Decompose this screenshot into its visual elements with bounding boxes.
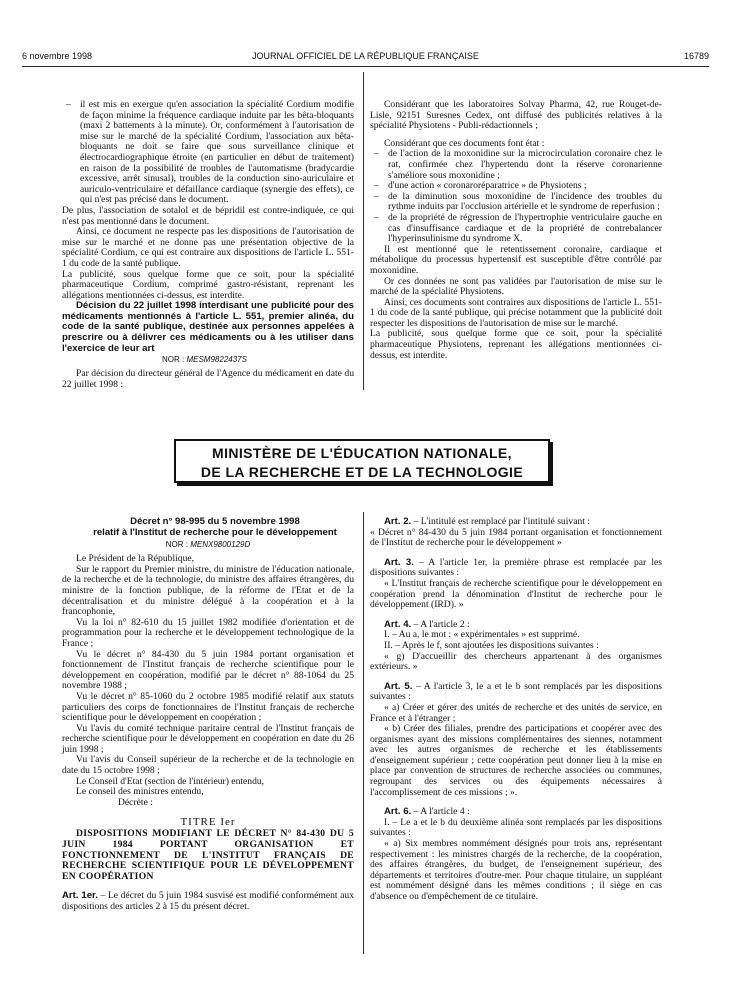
titre-heading: TITRE Ier	[180, 816, 236, 829]
column-divider-bottom	[363, 512, 364, 954]
ministry-line-2: DE LA RECHERCHE ET DE LA TECHNOLOGIE	[200, 464, 524, 480]
paragraph: Vu le décret n° 84-430 du 5 juin 1984 portant organisation et fonctionnement de l'Institut français de recherche scientifique pour le développement en coopération, modifié par le décret n° 88-1064 du 25 novembre 1988 ;	[62, 648, 354, 692]
paragraph: Par décision du directeur général de l'Agence du médicament en date du 22 juillet 1998 :	[62, 368, 354, 390]
decrete-label: Décrète :	[118, 796, 153, 808]
cordium-dash-1: il est mis en exergue qu'en association la spécialité Cordium modifie de façon minime la fréquence cardiaque induite par les bêta-bloquants (maxi 2 battements à la minute). Or, conformément à l'autorisation de mise sur le marché de la spécialité Cordium, l'association aux bêta-bloquants ne doit se faire que sous surveillance clinique et électrocardiographique étroite (en particulier en début de traitement) en raison de la possibilité de troubles de l'automatisme (bradycardie excessive, arrêt sinusal), troubles de la conduction sino-auriculaire et auriculo-ventriculaire et défaillance cardiaque (synergie des effets), ce qui n'est pas précisé dans le document.	[80, 99, 354, 206]
decret-nor: NOR : MENX9800129D	[165, 540, 251, 550]
paragraph: Or ces données ne sont pas validées par l'autorisation de mise sur le marché de la spécialité Physiotens.	[370, 275, 662, 298]
header-date: 6 novembre 1998	[22, 51, 93, 61]
paragraph: Considérant que ces documents font état :	[384, 137, 545, 149]
list-item: – de la propriété de régression de l'hypertrophie ventriculaire gauche en cas d'insuffisance cardiaque et de la propriété de contrebalancer l'hyperinsulinisme du syndrome X.	[374, 211, 662, 245]
decret-title-line-2: relatif à l'Institut de recherche pour le développement	[93, 526, 337, 538]
ministry-line-1: MINISTÈRE DE L'ÉDUCATION NATIONALE,	[212, 445, 512, 461]
article-3-quote: « L'Institut français de recherche scientifique pour le développement en coopération prend la dénomination d'Institut de recherche pour le développement (IRD). »	[370, 577, 662, 611]
ministry-heading-box	[174, 439, 550, 483]
decret-title-line-1: Décret n° 98-995 du 5 novembre 1998	[130, 516, 300, 527]
article-5-b: « b) Créer des filiales, prendre des participations et coopérer avec des organismes ayant des missions complémentaires des siennes, notamment avec les autres organismes de recherche et les établissements d'enseignement supérieur ; cette coopération peut donner lieu à la mise en place par convention de structures de recherche associées ou communes, regroupant des services ou des équipements nécessaires à l'accomplissement de ces missions ; ».	[370, 723, 662, 798]
article-4-i: I. – Au a, le mot : « expérimentales » est supprimé.	[384, 629, 580, 641]
list-item: – de la diminution sous moxonidine de l'incidence des troubles du rythme induits par l'occlusion artérielle et le syndrome de reperfusion ;	[374, 190, 662, 213]
list-item: – de l'action de la moxonidine sur la microcirculation coronaire chez le rat, confirmée chez l'hypertendu dont la réserve coronarienne s'améliore sous moxonidine ;	[374, 148, 662, 181]
paragraph: Vu l'avis du Conseil supérieur de la recherche et de la technologie en date du 15 octobre 1998 ;	[62, 754, 354, 777]
header-journal-title: JOURNAL OFFICIEL DE LA RÉPUBLIQUE FRANÇAISE	[252, 51, 479, 61]
paragraph: Vu l'avis du comité technique paritaire central de l'Institut français de recherche scientifique pour le développement en coopération en date du 26 juin 1998 ;	[62, 722, 354, 755]
paragraph: Considérant que les laboratoires Solvay Pharma, 42, rue Rouget-de-Lisle, 92151 Suresnes Cedex, ont diffusé des publicités relatives à la spécialité Physiotens - Publi-rédactionnels ;	[370, 99, 662, 132]
article-6-i: I. – Le a et le b du deuxième alinéa sont remplacés par les dispositions suivantes :	[370, 816, 662, 839]
list-item: – il est mis en exergue qu'en association la spécialité Cordium modifie de façon minime la fréquence cardiaque induite par les bêta-bloquants (maxi 2 battements à la minute). Or, conformément à l'autorisation de mise sur le marché de la spécialité Cordium, l'association aux bêta-bloquants ne doit se faire que sous surveillance clinique et électrocardiographique étroite (en particulier en début de traitement) en raison de la possibilité de troubles de l'automatisme (bradycardie excessive, arrêt sinusal), troubles de la conduction sino-auriculaire et auriculo-ventriculaire et défaillance cardiaque (synergie des effets), ce qui n'est pas précisé dans le document.	[66, 99, 354, 206]
article-1: Art. 1er. – Le décret du 5 juin 1984 susvisé est modifié conformément aux dispositions des articles 2 à 15 du présent décret.	[62, 890, 354, 912]
paragraph: De plus, l'association de sotalol et de bépridil est contre-indiquée, ce qui n'est pas mentionné dans le document.	[62, 204, 354, 227]
article-4-ii: II. – Après le f, sont ajoutées les dispositions suivantes :	[384, 639, 599, 651]
header-page-number: 16789	[683, 51, 709, 61]
paragraph: Le conseil des ministres entendu,	[76, 786, 204, 798]
paragraph: Vu le décret n° 85-1060 du 2 octobre 1985 modifié relatif aux statuts particuliers des corps de fonctionnaires de l'Institut français de recherche scientifique pour le développement en coopération ;	[62, 690, 354, 724]
paragraph: La publicité, sous quelque forme que ce soit, pour la spécialité pharmaceutique Physiotens, reprenant les allégations mentionnées ci-dessus, est interdite.	[370, 328, 662, 361]
decision-nor: NOR : MESM9822437S	[162, 355, 247, 365]
article-6-a: « a) Six membres nommément désignés pour trois ans, représentant respectivement : les ministres chargés de la recherche, de la coopération, des affaires étrangères, du budget, de l'enseignement supérieur, des départements et territoires d'outre-mer. Pour chaque titulaire, un suppléant est nommément désigné dans les mêmes conditions ; il siège en cas d'absence ou d'empêchement de ce titulaire.	[370, 838, 662, 902]
list-item: – d'une action « coronaroréparatrice » de Physiotens ;	[374, 180, 587, 192]
paragraph: Il est mentionné que le retentissement coronaire, cardiaque et métabolique du processus hypertensif est susceptible d'être contrôlé par moxonidine.	[370, 243, 662, 276]
article-6: Art. 6. – A l'article 4 :	[384, 806, 470, 818]
paragraph: Ainsi, ces documents sont contraires aux dispositions de l'article L. 551-1 du code de la santé publique, qui précise notamment que la publicité doit respecter les dispositions de l'autorisation de mise sur le marché.	[370, 296, 662, 329]
article-2: Art. 2. – L'intitulé est remplacé par l'intitulé suivant :	[384, 516, 590, 527]
top-right-column	[370, 100, 662, 361]
article-3: Art. 3. – A l'article 1er, la première phrase est remplacée par les dispositions suivantes :	[370, 556, 662, 579]
paragraph: Sur le rapport du Premier ministre, du ministre de l'éducation nationale, de la recherche et de la technologie, du ministre des affaires étrangères, du ministre de la fonction publique, de la réforme de l'Etat et de la décentralisation et du ministre délégué à la coopération et à la francophonie,	[62, 563, 354, 618]
bottom-right-column	[370, 517, 662, 903]
article-5-a: « a) Créer et gérer des unités de recherche et des unités de service, en France et à l'étranger ;	[370, 701, 662, 724]
titre-subheading: DISPOSITIONS MODIFIANT LE DÉCRET N° 84-430 DU 5 JUIN 1984 PORTANT ORGANISATION ET FONCTIONNEMENT DE L'INSTITUT FRANÇAIS DE RECHERCHE SCIENTIFIQUE POUR LE DÉVELOPPEMENT EN COOPÉRATION	[62, 828, 354, 882]
paragraph: Ainsi, ce document ne respecte pas les dispositions de l'autorisation de mise sur le marché et ne donne pas une présentation objective de la spécialité Cordium, ce qui est contraire aux dispositions de l'article L. 551-1 du code de la santé publique.	[62, 226, 354, 269]
paragraph: Le Conseil d'Etat (section de l'intérieur) entendu,	[76, 775, 265, 787]
article-4-quote: « g) D'accueillir des chercheurs appartenant à des organismes extérieurs. »	[370, 650, 662, 673]
article-1-label: Art. 1er.	[62, 890, 98, 902]
decision-title: Décision du 22 juillet 1998 interdisant une publicité pour des médicaments mentionnés à l'article L. 551, premier alinéa, du code de la santé publique, destinée aux personnes appelées à prescrire ou à délivrer ces médicaments ou à les utiliser dans l'exercice de leur art	[62, 300, 354, 354]
paragraph: Vu la loi n° 82-610 du 15 juillet 1982 modifiée d'orientation et de programmation pour la recherche et le développement technologique de la France ;	[62, 616, 354, 649]
paragraph: Le Président de la République,	[76, 553, 195, 565]
top-left-column	[62, 100, 354, 390]
header-rule	[22, 66, 709, 67]
page-header	[22, 51, 709, 65]
article-2-quote: « Décret n° 84-430 du 5 juin 1984 portant organisation et fonctionnement de l'Institut de recherche pour le développement »	[370, 526, 662, 549]
paragraph: La publicité, sous quelque forme que ce soit, pour la spécialité pharmaceutique Cordium, comprimé gastro-résistant, reprenant les allégations mentionnées ci-dessus, est interdite.	[62, 268, 354, 301]
article-5: Art. 5. – A l'article 3, le a et le b sont remplacés par les dispositions suivantes :	[370, 680, 662, 703]
column-divider-top	[363, 72, 364, 390]
bottom-left-column	[62, 517, 354, 913]
article-4: Art. 4. – A l'article 2 :	[384, 618, 470, 630]
